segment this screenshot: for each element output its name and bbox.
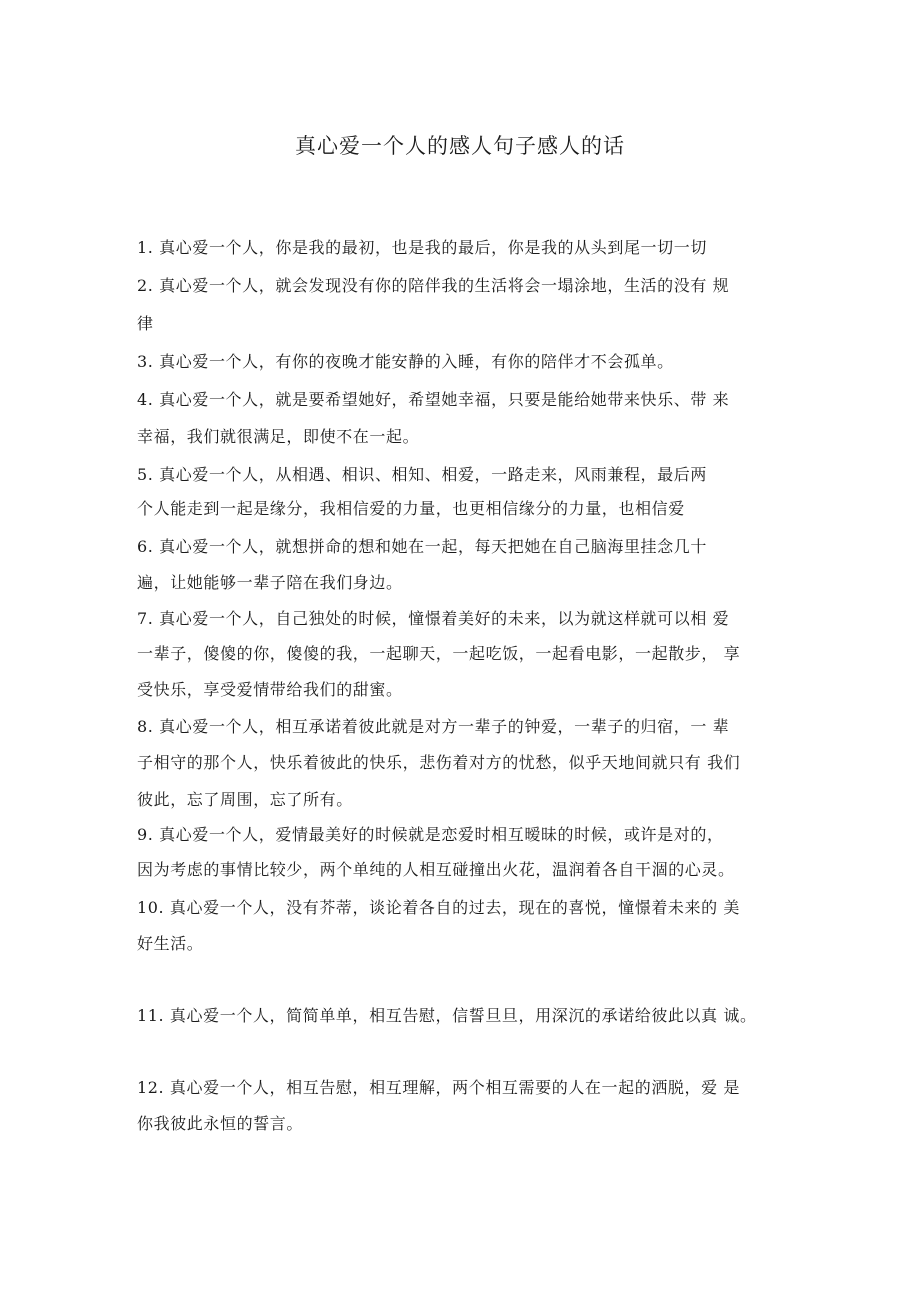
text-line: 3. 真心爱一个人，有你的夜晚才能安静的入睡，有你的陪伴才不会孤单。: [137, 352, 674, 371]
text-line: 11. 真心爱一个人，简简单单，相互告慰，信誓旦旦，用深沉的承诺给彼此以真 诚。: [137, 1006, 757, 1025]
text-line: 子相守的那个人，快乐着彼此的快乐，悲伤着对方的忧愁，似乎天地间就只有 我们: [137, 753, 741, 772]
text-line: 7. 真心爱一个人，自己独处的时候，憧憬着美好的未来，以为就这样就可以相 爱: [137, 609, 730, 628]
text-line: 1. 真心爱一个人，你是我的最初，也是我的最后，你是我的从头到尾一切一切: [137, 238, 707, 257]
text-line: 一辈子，傻傻的你，傻傻的我，一起聊天，一起吃饭，一起看电影，一起散步， 享: [137, 644, 741, 663]
text-line: 因为考虑的事情比较少，两个单纯的人相互碰撞出火花，温润着各自干涸的心灵。: [137, 860, 735, 879]
text-line: 幸福，我们就很满足，即使不在一起。: [137, 427, 420, 446]
text-line: 5. 真心爱一个人，从相遇、相识、相知、相爱，一路走来，风雨兼程，最后两: [137, 465, 707, 484]
text-line: 4. 真心爱一个人，就是要希望她好，希望她幸福，只要是能给她带来快乐、带 来: [137, 390, 730, 409]
text-line: 你我彼此永恒的誓言。: [137, 1114, 304, 1133]
text-line: 2. 真心爱一个人，就会发现没有你的陪伴我的生活将会一塌涂地，生活的没有 规: [137, 276, 730, 295]
text-line: 6. 真心爱一个人，就想拼命的想和她在一起，每天把她在自己脑海里挂念几十: [137, 537, 707, 556]
text-line: 9. 真心爱一个人，爱情最美好的时候就是恋爱时相互暧昧的时候，或许是对的，: [137, 825, 724, 844]
text-line: 彼此，忘了周围，忘了所有。: [137, 790, 353, 809]
text-line: 10. 真心爱一个人，没有芥蒂，谈论着各自的过去，现在的喜悦，憧憬着未来的 美: [137, 898, 741, 917]
page-title: 真心爱一个人的感人句子感人的话: [295, 134, 625, 158]
text-line: 12. 真心爱一个人，相互告慰，相互理解，两个相互需要的人在一起的洒脱，爱 是: [137, 1078, 741, 1097]
text-line: 好生活。: [137, 934, 204, 953]
text-line: 个人能走到一起是缘分，我相信爱的力量，也更相信缘分的力量，也相信爱: [137, 499, 685, 518]
text-line: 受快乐，享受爱情带给我们的甜蜜。: [137, 680, 403, 699]
text-line: 8. 真心爱一个人，相互承诺着彼此就是对方一辈子的钟爱，一辈子的归宿，一 辈: [137, 717, 730, 736]
text-line: 律: [137, 314, 154, 333]
text-line: 遍，让她能够一辈子陪在我们身边。: [137, 573, 403, 592]
